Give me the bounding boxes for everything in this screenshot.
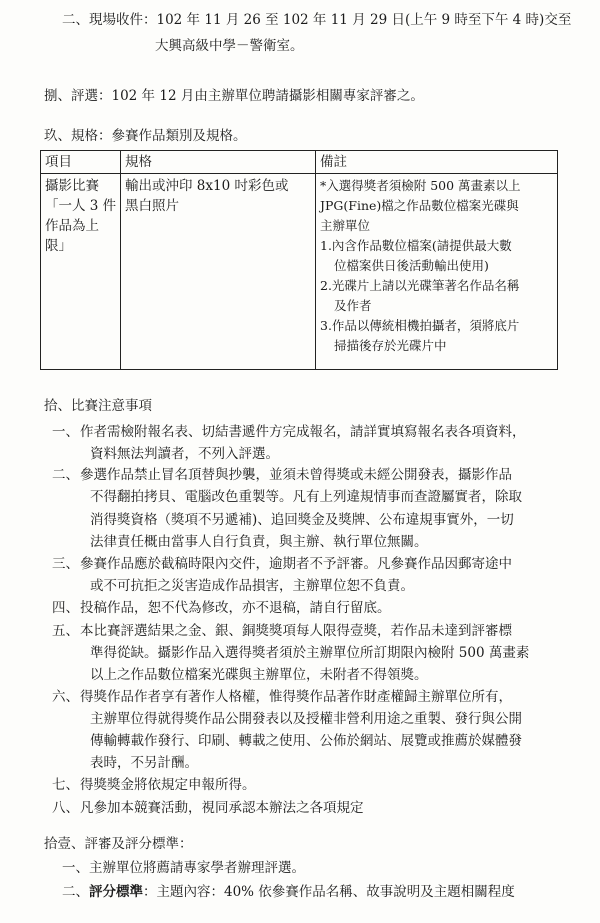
rule-number: 二、 [52,467,79,483]
rule-number: 四、 [52,600,79,616]
rule-line: 凡參加本競賽活動，視同承認本辦法之各項規定 [80,800,364,816]
section-10-title: 拾、比賽注意事項 [44,398,152,414]
rule-line: 傳輸轉載作發行、印刷、轉載之使用、公佈於網站、展覽或推薦於媒體發 [90,733,522,749]
rule-number: 五、 [52,623,79,639]
rule-line: 本比賽評選結果之金、銀、銅獎獎項每人限得壹獎，若作品未達到評審標 [80,623,512,639]
table-header-row [41,151,558,174]
rule-line: 作者需檢附報名表、切結書遞件方完成報名，請詳實填寫報名表各項資料， [80,424,526,440]
note-line: 掃描後存於光碟片中 [334,338,447,353]
rule-line: 參選作品禁止冒名頂替與抄襲，並須未曾得獎或未經公開發表，攝影作品 [80,467,512,483]
item-line: 「一人 3 件 [45,198,117,214]
rule-line: 準得從缺。攝影作品入選得獎者須於主辦單位所訂期限內檢附 500 萬畫素 [90,645,530,661]
rule-line: 或不可抗拒之災害造成作品損害，主辦單位恕不負責。 [90,578,414,594]
spec-line: 黑白照片 [125,198,179,214]
item-line: 攝影比賽 [45,178,99,194]
note-line: 3.作品以傳統相機拍攝者，須將底片 [320,318,520,333]
note-line: JPG(Fine)檔之作品數位檔案光碟與 [320,198,519,213]
rule-line: 以上之作品數位檔案光碟與主辦單位，未附者不得領獎。 [90,667,428,683]
section-9-title: 玖、規格：參賽作品類別及規格。 [44,128,247,144]
note-line: *入選得獎者須檢附 500 萬畫素以上 [320,178,521,193]
spec-cell [121,174,316,370]
header-note: 備註 [316,151,558,174]
rule-line: 投稿作品，恕不代為修改，亦不退稿，請自行留底。 [80,600,391,616]
section-8-evaluation: 捌、評選：102 年 12 月由主辦單位聘請攝影相關專家評審之。 [44,88,424,104]
rule-line: 資料無法判讀者，不列入評選。 [90,446,279,462]
rule-number: 六、 [52,689,79,705]
rule-line: 參賽作品應於截稿時限內交件，逾期者不予評審。凡參賽作品因郵寄途中 [80,556,512,572]
rule-line: 得獎獎金將依規定申報所得。 [80,777,256,793]
section-11-title: 拾壹、評審及評分標準： [44,836,193,852]
note-cell [316,174,558,370]
item-line: 作品為上 [45,218,99,234]
section-11-item-2 [62,886,515,900]
rule-number: 八、 [52,800,79,816]
rule-line: 得獎作品作者享有著作人格權，惟得獎作品著作財產權歸主辦單位所有， [80,689,512,705]
note-line: 1.內含作品數位檔案(請提供最大數 [320,238,512,253]
note-line: 2.光碟片上請以光碟筆著名作品名稱 [320,278,520,293]
rule-line: 不得翻拍拷貝、電腦改色重製等。凡有上列違規情事而查證屬實者，除取 [90,489,522,505]
scoring-rest: ：主題內容：40% 依參賽作品名稱、故事說明及主題相關程度 [143,884,515,900]
note-line: 及作者 [334,298,372,313]
note-line: 主辦單位 [320,218,371,233]
receipt-line-1: 二、現場收件：102 年 11 月 26 至 102 年 11 月 29 日(上午 9 時至下午 4 時)交至 [62,12,572,28]
header-spec: 規格 [121,151,316,174]
item-2-num: 二、 [62,884,89,900]
receipt-line-2: 大興高級中學－警衛室。 [155,38,304,54]
item-line: 限」 [45,238,72,254]
rule-line: 消得獎資格（獎項不另遞補)、追回獎金及獎牌、公布違規事實外，一切 [90,512,514,528]
item-cell [41,174,121,370]
rule-line: 法律責任概由當事人自行負責，與主辦、執行單位無關。 [90,534,428,550]
header-item: 項目 [41,151,121,174]
rule-number: 三、 [52,556,79,572]
rule-line: 表時，不另計酬。 [90,755,198,771]
rule-number: 七、 [52,777,79,793]
spec-line: 輸出或沖印 8x10 吋彩色或 [125,178,289,194]
table-row [41,174,558,370]
section-11-item-1: 一、主辦單位將薦請專家學者辦理評選。 [62,860,305,876]
scoring-label: 評分標準 [89,884,143,900]
rule-line: 主辦單位得就得獎作品公開發表以及授權非營利用途之重製、發行與公開 [90,711,522,727]
rule-number: 一、 [52,424,79,440]
spec-table [40,150,558,370]
note-line: 位檔案供日後活動輸出使用) [334,258,489,273]
